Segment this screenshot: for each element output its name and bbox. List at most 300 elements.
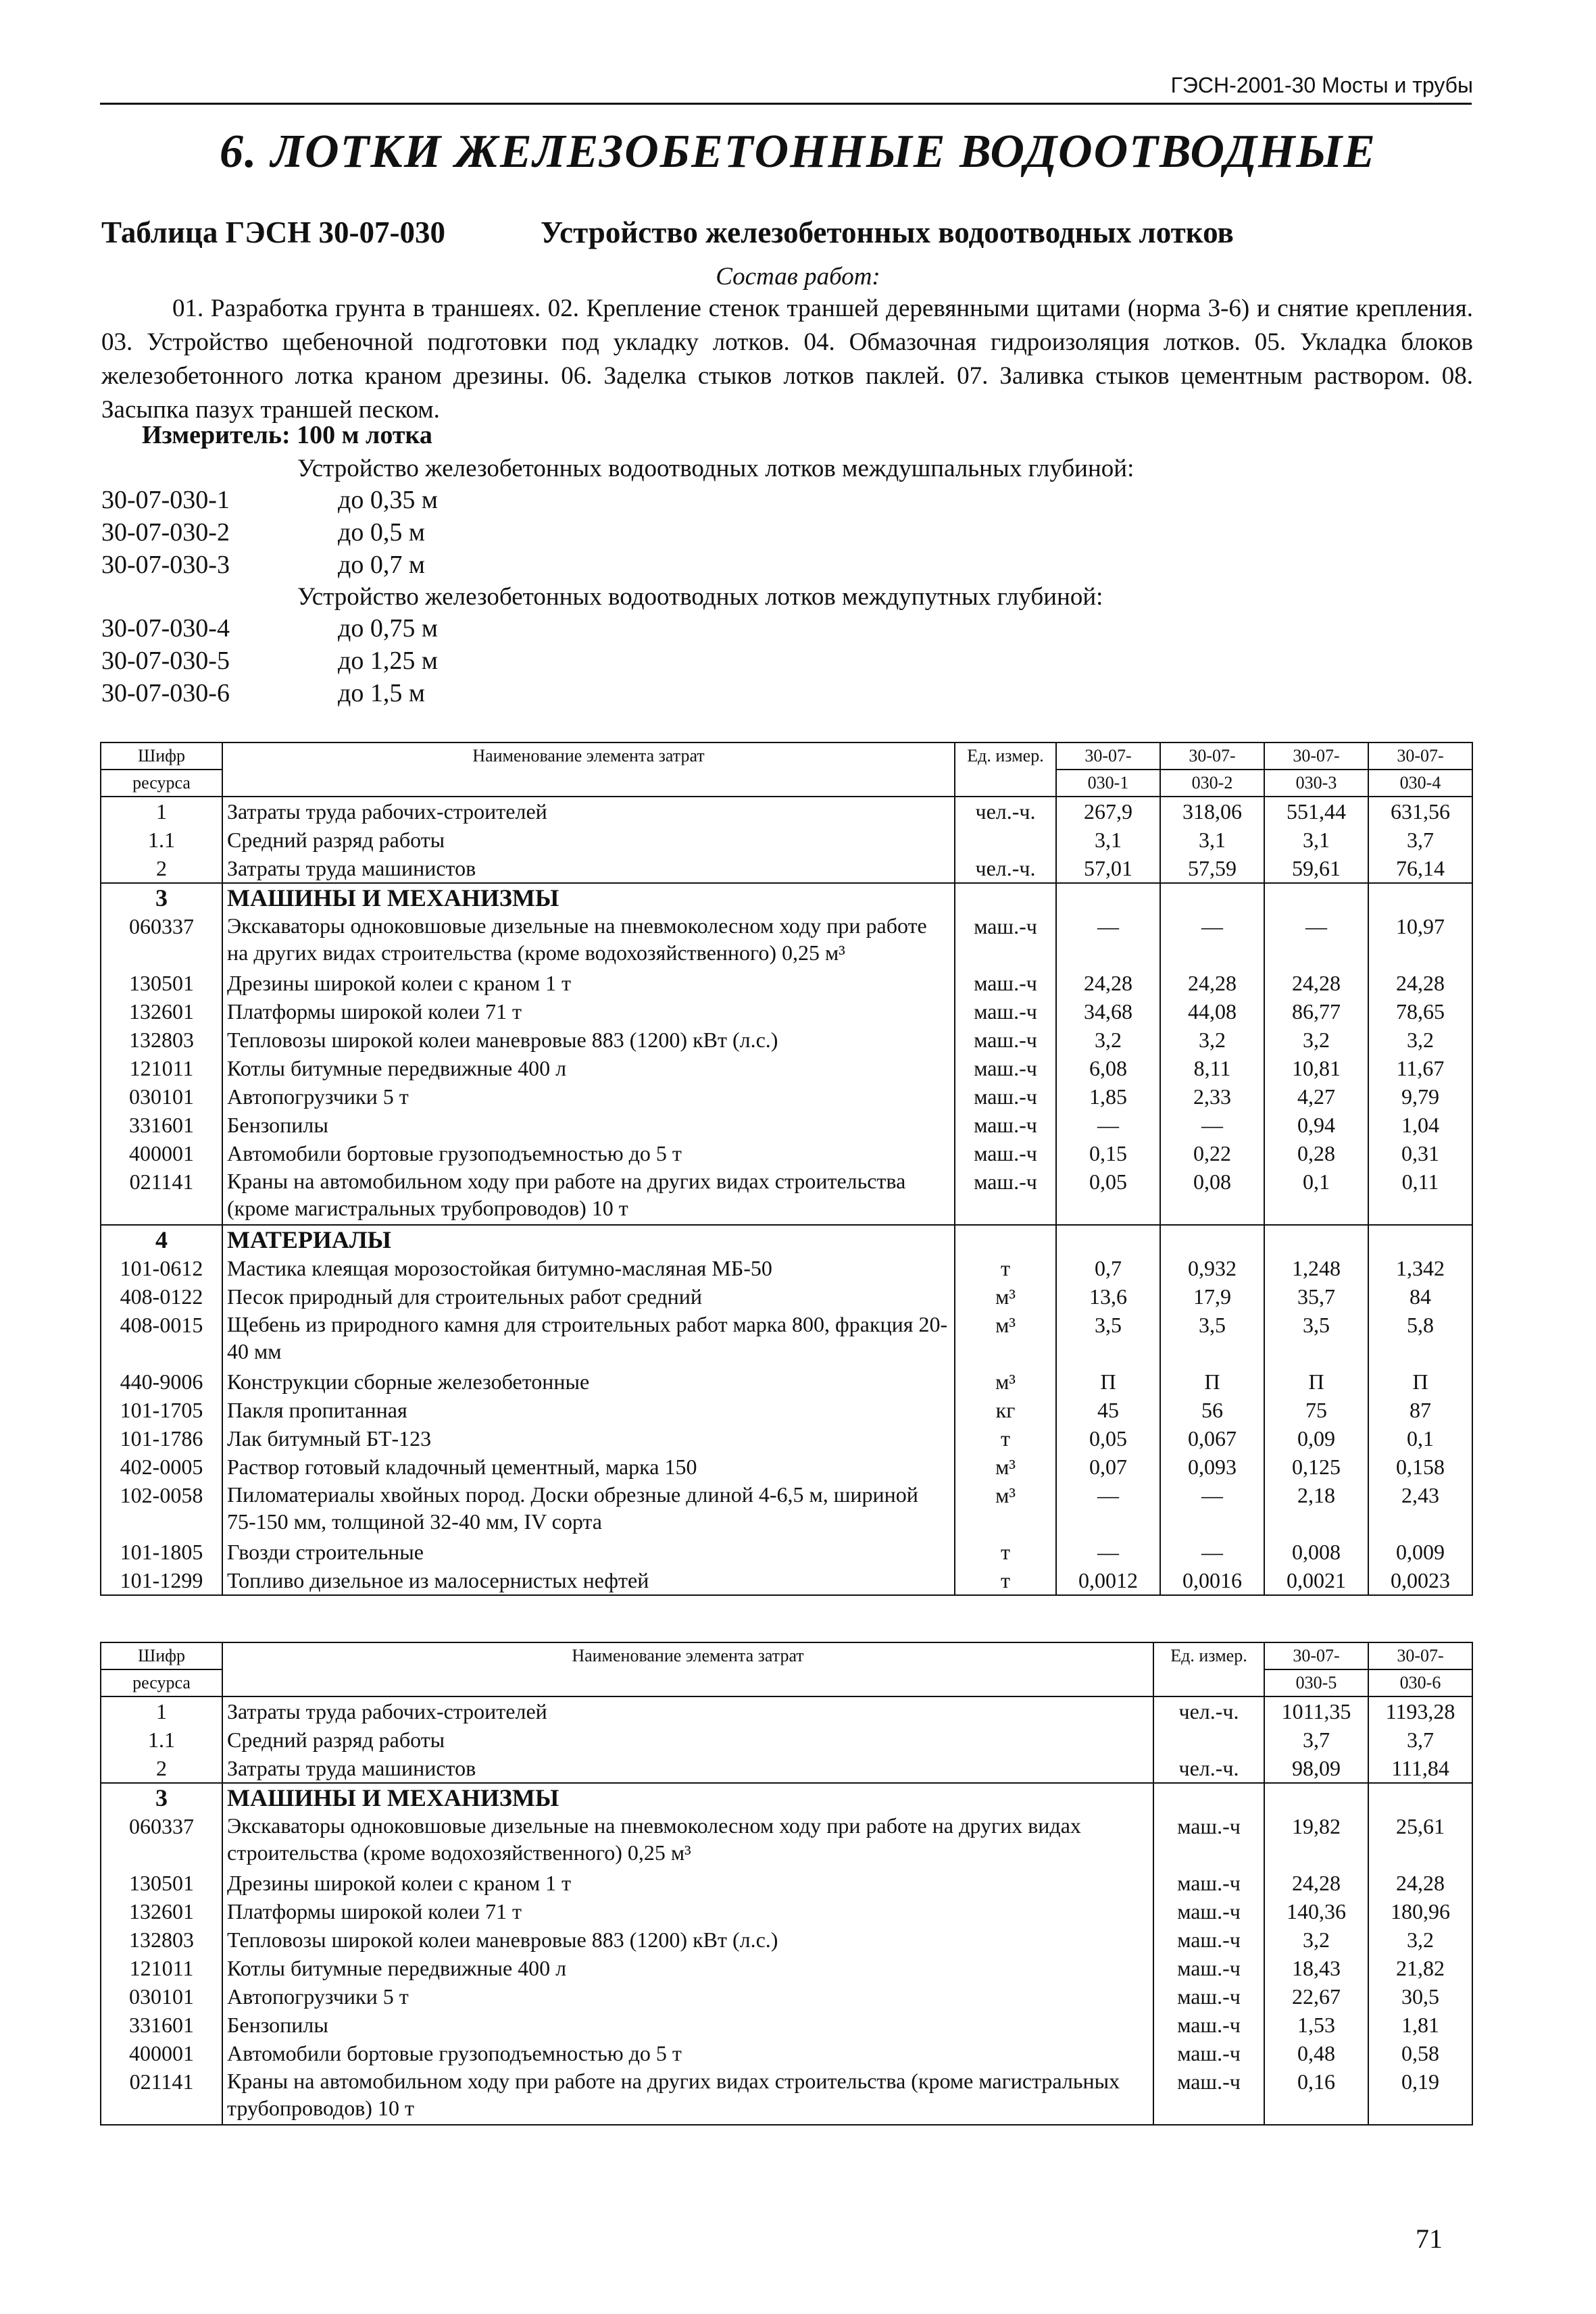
table-row (101, 1897, 1472, 1926)
resource-name: Автопогрузчики 5 т (222, 1982, 1153, 2011)
norm-value: 0,08 (1160, 1167, 1264, 1225)
norm-value: — (1160, 912, 1264, 969)
norm-value: 9,79 (1368, 1082, 1472, 1111)
resource-unit (1153, 1726, 1264, 1754)
header-unit: Ед. измер. (1153, 1642, 1264, 1696)
norm-value: 0,0016 (1160, 1566, 1264, 1595)
norm-value: 0,94 (1264, 1111, 1368, 1139)
resource-name: Щебень из природного камня для строительных работ марка 800, фракция 20-40 мм (222, 1311, 955, 1367)
norm-value: 24,28 (1368, 1869, 1472, 1897)
section-code: 4 (101, 1225, 222, 1254)
norm-value: 0,1 (1368, 1424, 1472, 1453)
norm-value: П (1056, 1367, 1160, 1396)
resource-name: Затраты труда машинистов (222, 854, 955, 883)
norm-group-title-2: Устройство железобетонных водоотводных лотков междупутных глубиной: (297, 583, 1103, 611)
resource-unit: маш.-ч (1153, 1869, 1264, 1897)
norm-range: до 1,25 м (338, 647, 438, 675)
resource-unit: т (955, 1566, 1056, 1595)
header-norm: 030-2 (1160, 770, 1264, 797)
norm-value: 24,28 (1368, 969, 1472, 997)
norm-value: 10,97 (1368, 912, 1472, 969)
resource-name: Раствор готовый кладочный цементный, марка 150 (222, 1453, 955, 1481)
resource-unit: м³ (955, 1282, 1056, 1311)
section-code: 3 (101, 883, 222, 912)
header-code: ресурса (101, 1669, 222, 1696)
norm-code: 30-07-030-1 (101, 486, 230, 514)
page-number: 71 (1416, 2223, 1443, 2254)
norm-value: 13,6 (1056, 1282, 1160, 1311)
header-norm: 30-07- (1160, 743, 1264, 770)
norm-value: 3,2 (1264, 1926, 1368, 1954)
norm-value: 0,158 (1368, 1453, 1472, 1481)
resource-code: 1 (101, 1696, 222, 1726)
resource-code: 060337 (101, 912, 222, 969)
resource-code: 030101 (101, 1982, 222, 2011)
table-row (101, 1424, 1472, 1453)
section-row (101, 1783, 1472, 1812)
norm-value: 267,9 (1056, 797, 1160, 826)
norm-value: 11,67 (1368, 1054, 1472, 1082)
resource-name: Пиломатериалы хвойных пород. Доски обрезные длиной 4-6,5 м, шириной 75-150 мм, толщиной 32-40 мм, IV сорта (222, 1481, 955, 1538)
resource-name: Топливо дизельное из малосернистых нефтей (222, 1566, 955, 1595)
resource-code: 101-0612 (101, 1254, 222, 1282)
resource-code: 021141 (101, 1167, 222, 1225)
resource-unit (955, 826, 1056, 854)
norm-value: 0,0012 (1056, 1566, 1160, 1595)
norm-value: 45 (1056, 1396, 1160, 1424)
header-code: Шифр (101, 743, 222, 770)
section-row (101, 1225, 1472, 1254)
resource-code: 101-1786 (101, 1424, 222, 1453)
resource-unit: м³ (955, 1367, 1056, 1396)
resource-code: 2 (101, 1754, 222, 1783)
norm-value: П (1160, 1367, 1264, 1396)
table-row (101, 2067, 1472, 2125)
header-code: ресурса (101, 770, 222, 797)
norm-value: 3,1 (1264, 826, 1368, 854)
resource-code: 132803 (101, 1926, 222, 1954)
resource-code: 402-0005 (101, 1453, 222, 1481)
resource-name: Платформы широкой колеи 71 т (222, 1897, 1153, 1926)
norm-value: 1,248 (1264, 1254, 1368, 1282)
norm-value: — (1160, 1481, 1264, 1538)
resource-name: Дрезины широкой колеи с краном 1 т (222, 1869, 1153, 1897)
norm-value: 2,18 (1264, 1481, 1368, 1538)
norm-value: 3,7 (1368, 826, 1472, 854)
norm-value: 10,81 (1264, 1054, 1368, 1082)
norm-value: 180,96 (1368, 1897, 1472, 1926)
table-row (101, 1982, 1472, 2011)
header-norm: 030-5 (1264, 1669, 1368, 1696)
table-row (101, 1367, 1472, 1396)
norm-value: 0,22 (1160, 1139, 1264, 1167)
resource-code: 132601 (101, 997, 222, 1026)
table-row (101, 997, 1472, 1026)
norm-value: 3,7 (1264, 1726, 1368, 1754)
resource-code: 400001 (101, 1139, 222, 1167)
norm-value: — (1056, 1111, 1160, 1139)
norm-value: 35,7 (1264, 1282, 1368, 1311)
work-composition-heading: Состав работ: (716, 263, 880, 291)
norm-value: 1193,28 (1368, 1696, 1472, 1726)
table-row (101, 826, 1472, 854)
resource-name: Краны на автомобильном ходу при работе на других видах строительства (кроме магистральных трубопроводов) 10 т (222, 1167, 955, 1225)
resource-code: 408-0122 (101, 1282, 222, 1311)
resource-name: Автомобили бортовые грузоподъемностью до 5 т (222, 1139, 955, 1167)
norm-value: 3,1 (1056, 826, 1160, 854)
norm-value: 3,7 (1368, 1726, 1472, 1754)
table-row (101, 1926, 1472, 1954)
resource-code: 101-1705 (101, 1396, 222, 1424)
resource-unit: маш.-ч (955, 1026, 1056, 1054)
resource-name: Бензопилы (222, 1111, 955, 1139)
norm-value: 3,2 (1368, 1926, 1472, 1954)
norm-value: 44,08 (1160, 997, 1264, 1026)
norm-value: 318,06 (1160, 797, 1264, 826)
norm-value: 1,04 (1368, 1111, 1472, 1139)
resource-name: Конструкции сборные железобетонные (222, 1367, 955, 1396)
norm-value: — (1056, 1538, 1160, 1566)
resource-code: 331601 (101, 2011, 222, 2039)
resource-code: 021141 (101, 2067, 222, 2125)
resource-code: 408-0015 (101, 1311, 222, 1367)
resource-name: Автопогрузчики 5 т (222, 1082, 955, 1111)
norm-value: 18,43 (1264, 1954, 1368, 1982)
table-row (101, 1954, 1472, 1982)
norm-range: до 1,5 м (338, 679, 425, 707)
norm-value: 2,33 (1160, 1082, 1264, 1111)
norm-value: 0,932 (1160, 1254, 1264, 1282)
norm-value: 8,11 (1160, 1054, 1264, 1082)
table-row (101, 1754, 1472, 1783)
table-row (101, 2039, 1472, 2067)
section-row (101, 883, 1472, 912)
resource-name: Затраты труда рабочих-строителей (222, 797, 955, 826)
table-row (101, 1026, 1472, 1054)
norm-value: 3,5 (1056, 1311, 1160, 1367)
chapter-title: 6. ЛОТКИ ЖЕЛЕЗОБЕТОННЫЕ ВОДООТВОДНЫЕ (220, 126, 1376, 178)
norm-value: 59,61 (1264, 854, 1368, 883)
resource-unit: м³ (955, 1311, 1056, 1367)
norm-value: 3,2 (1368, 1026, 1472, 1054)
resource-name: Гвозди строительные (222, 1538, 955, 1566)
table-row (101, 1812, 1472, 1869)
resource-unit: чел.-ч. (955, 797, 1056, 826)
resource-code: 2 (101, 854, 222, 883)
section-code: 3 (101, 1783, 222, 1812)
header-norm: 30-07- (1264, 1642, 1368, 1669)
norm-value: 24,28 (1264, 969, 1368, 997)
norm-value: 0,067 (1160, 1424, 1264, 1453)
resource-table-2 (100, 1642, 1473, 2126)
norm-value: 30,5 (1368, 1982, 1472, 2011)
resource-unit: маш.-ч (955, 1082, 1056, 1111)
section-title: МАТЕРИАЛЫ (222, 1225, 955, 1254)
norm-value: 0,09 (1264, 1424, 1368, 1453)
norm-value: 4,27 (1264, 1082, 1368, 1111)
norm-value: 76,14 (1368, 854, 1472, 883)
table-row (101, 1538, 1472, 1566)
norm-value: 0,15 (1056, 1139, 1160, 1167)
norm-value: 1,85 (1056, 1082, 1160, 1111)
norm-value: 87 (1368, 1396, 1472, 1424)
norm-value: 631,56 (1368, 797, 1472, 826)
norm-value: 0,16 (1264, 2067, 1368, 2125)
resource-name: Тепловозы широкой колеи маневровые 883 (1200) кВт (л.с.) (222, 1926, 1153, 1954)
resource-code: 1 (101, 797, 222, 826)
resource-name: Пакля пропитанная (222, 1396, 955, 1424)
work-composition-text: 01. Разработка грунта в траншеях. 02. Крепление стенок траншей деревянными щитами (норма 3-6) и снятие крепления. 03. Устройство щебеночной подготовки под укладку лотков. 04. Обмазочная гидроизоляция лотков. 05. Укладка блоков железобетонного лотка краном дрезины. 06. Заделка стыков лотков паклей. 07. Заливка стыков цементным раствором. 08. Засыпка пазух траншей песком. (101, 295, 1473, 424)
norm-value: 0,07 (1056, 1453, 1160, 1481)
norm-value: 34,68 (1056, 997, 1160, 1026)
resource-unit: маш.-ч (1153, 2011, 1264, 2039)
resource-code: 101-1805 (101, 1538, 222, 1566)
norm-value: 0,31 (1368, 1139, 1472, 1167)
resource-name: Песок природный для строительных работ средний (222, 1282, 955, 1311)
norm-value: 17,9 (1160, 1282, 1264, 1311)
resource-unit: маш.-ч (955, 1054, 1056, 1082)
resource-unit: маш.-ч (1153, 1926, 1264, 1954)
norm-value: 0,008 (1264, 1538, 1368, 1566)
norm-value: 0,48 (1264, 2039, 1368, 2067)
norm-value: 0,11 (1368, 1167, 1472, 1225)
resource-name: Краны на автомобильном ходу при работе на других видах строительства (кроме магистральных трубопроводов) 10 т (222, 2067, 1153, 2125)
resource-name: Средний разряд работы (222, 1726, 1153, 1754)
resource-name: Платформы широкой колеи 71 т (222, 997, 955, 1026)
table-row (101, 1726, 1472, 1754)
norm-value: 3,5 (1160, 1311, 1264, 1367)
resource-name: Затраты труда рабочих-строителей (222, 1696, 1153, 1726)
resource-name: Бензопилы (222, 2011, 1153, 2039)
table-row (101, 1111, 1472, 1139)
table-row (101, 1167, 1472, 1225)
norm-value: 0,19 (1368, 2067, 1472, 2125)
norm-range: до 0,75 м (338, 614, 438, 643)
norm-value: 3,2 (1160, 1026, 1264, 1054)
resource-code: 132803 (101, 1026, 222, 1054)
header-norm: 030-1 (1056, 770, 1160, 797)
norm-value: 1,342 (1368, 1254, 1472, 1282)
norm-value: 140,36 (1264, 1897, 1368, 1926)
norm-value: 111,84 (1368, 1754, 1472, 1783)
norm-value: 551,44 (1264, 797, 1368, 826)
norm-value: 25,61 (1368, 1812, 1472, 1869)
resource-code: 132601 (101, 1897, 222, 1926)
norm-value: 19,82 (1264, 1812, 1368, 1869)
table-name: Устройство железобетонных водоотводных лотков (541, 216, 1234, 249)
norm-value: 3,2 (1056, 1026, 1160, 1054)
resource-unit: м³ (955, 1453, 1056, 1481)
resource-unit: маш.-ч (955, 1139, 1056, 1167)
resource-name: Тепловозы широкой колеи маневровые 883 (1200) кВт (л.с.) (222, 1026, 955, 1054)
norm-value: 1011,35 (1264, 1696, 1368, 1726)
table-row (101, 1139, 1472, 1167)
norm-value: 75 (1264, 1396, 1368, 1424)
norm-code: 30-07-030-4 (101, 614, 230, 643)
header-unit: Ед. измер. (955, 743, 1056, 797)
resource-name: Средний разряд работы (222, 826, 955, 854)
norm-value: 1,53 (1264, 2011, 1368, 2039)
table-code: Таблица ГЭСН 30-07-030 (101, 216, 445, 249)
resource-table-1 (100, 742, 1473, 1596)
header-name: Наименование элемента затрат (222, 743, 955, 797)
resource-code: 130501 (101, 969, 222, 997)
resource-unit: маш.-ч (955, 1167, 1056, 1225)
norm-range: до 0,5 м (338, 518, 425, 547)
norm-value: 0,093 (1160, 1453, 1264, 1481)
header-norm: 30-07- (1056, 743, 1160, 770)
resource-unit: маш.-ч (1153, 1954, 1264, 1982)
norm-group-title-1: Устройство железобетонных водоотводных лотков междушпальных глубиной: (297, 455, 1134, 482)
norm-value: 6,08 (1056, 1054, 1160, 1082)
resource-name: Экскаваторы одноковшовые дизельные на пневмоколесном ходу при работе на других видах строительства (кроме водохозяйственного) 0,25 м³ (222, 1812, 1153, 1869)
norm-value: 0,1 (1264, 1167, 1368, 1225)
resource-unit: маш.-ч (1153, 2039, 1264, 2067)
resource-code: 030101 (101, 1082, 222, 1111)
norm-value: П (1264, 1367, 1368, 1396)
resource-unit: кг (955, 1396, 1056, 1424)
norm-value: 0,58 (1368, 2039, 1472, 2067)
resource-unit: маш.-ч (1153, 1897, 1264, 1926)
table-row (101, 969, 1472, 997)
resource-unit: маш.-ч (1153, 2067, 1264, 2125)
resource-code: 101-1299 (101, 1566, 222, 1595)
table-row (101, 1481, 1472, 1538)
resource-name: Экскаваторы одноковшовые дизельные на пневмоколесном ходу при работе на других видах строительства (кроме водохозяйственного) 0,25 м³ (222, 912, 955, 969)
resource-name: Лак битумный БТ-123 (222, 1424, 955, 1453)
norm-value: 86,77 (1264, 997, 1368, 1026)
norm-value: 22,67 (1264, 1982, 1368, 2011)
resource-code: 400001 (101, 2039, 222, 2067)
resource-unit: т (955, 1254, 1056, 1282)
resource-name: Мастика клеящая морозостойкая битумно-масляная МБ-50 (222, 1254, 955, 1282)
norm-range: до 0,35 м (338, 486, 438, 514)
norm-value: — (1160, 1111, 1264, 1139)
norm-value: 24,28 (1056, 969, 1160, 997)
resource-code: 130501 (101, 1869, 222, 1897)
norm-value: 0,0023 (1368, 1566, 1472, 1595)
norm-value: 0,05 (1056, 1167, 1160, 1225)
norm-value: — (1056, 912, 1160, 969)
resource-code: 331601 (101, 1111, 222, 1139)
header-norm: 30-07- (1264, 743, 1368, 770)
resource-code: 121011 (101, 1954, 222, 1982)
norm-value: — (1056, 1481, 1160, 1538)
table-row (101, 1311, 1472, 1367)
resource-unit: чел.-ч. (1153, 1696, 1264, 1726)
table-row (101, 912, 1472, 969)
resource-code: 121011 (101, 1054, 222, 1082)
header-rule (100, 103, 1472, 105)
norm-value: 3,2 (1264, 1026, 1368, 1054)
resource-unit: маш.-ч (1153, 1982, 1264, 2011)
table-row (101, 1082, 1472, 1111)
resource-name: Дрезины широкой колеи с краном 1 т (222, 969, 955, 997)
norm-value: 0,0021 (1264, 1566, 1368, 1595)
table-row (101, 2011, 1472, 2039)
norm-code: 30-07-030-6 (101, 679, 230, 707)
norm-value: 0,125 (1264, 1453, 1368, 1481)
resource-code: 1.1 (101, 826, 222, 854)
norm-value: П (1368, 1367, 1472, 1396)
norm-value: 3,1 (1160, 826, 1264, 854)
norm-code: 30-07-030-2 (101, 518, 230, 547)
resource-name: Котлы битумные передвижные 400 л (222, 1954, 1153, 1982)
resource-unit: маш.-ч (955, 1111, 1056, 1139)
norm-code: 30-07-030-5 (101, 647, 230, 675)
resource-code: 440-9006 (101, 1367, 222, 1396)
resource-unit: т (955, 1424, 1056, 1453)
norm-range: до 0,7 м (338, 551, 425, 579)
norm-value: 5,8 (1368, 1311, 1472, 1367)
section-title: МАШИНЫ И МЕХАНИЗМЫ (222, 883, 955, 912)
resource-name: Автомобили бортовые грузоподъемностью до 5 т (222, 2039, 1153, 2067)
header-norm: 30-07- (1368, 743, 1472, 770)
table-row (101, 1282, 1472, 1311)
resource-unit: маш.-ч (955, 912, 1056, 969)
table-row (101, 1869, 1472, 1897)
resource-unit: маш.-ч (955, 997, 1056, 1026)
norm-value: 2,43 (1368, 1481, 1472, 1538)
header-name: Наименование элемента затрат (222, 1642, 1153, 1696)
norm-value: 0,05 (1056, 1424, 1160, 1453)
norm-code: 30-07-030-3 (101, 551, 230, 579)
table-row (101, 797, 1472, 826)
norm-value: 84 (1368, 1282, 1472, 1311)
header-norm: 030-4 (1368, 770, 1472, 797)
norm-value: 57,59 (1160, 854, 1264, 883)
norm-value: — (1160, 1538, 1264, 1566)
norm-value: 78,65 (1368, 997, 1472, 1026)
header-norm: 30-07- (1368, 1642, 1472, 1669)
norm-value: 1,81 (1368, 2011, 1472, 2039)
resource-unit: т (955, 1538, 1056, 1566)
norm-value: 24,28 (1160, 969, 1264, 997)
table-row (101, 1696, 1472, 1726)
table-row (101, 1254, 1472, 1282)
norm-value: 0,7 (1056, 1254, 1160, 1282)
norm-value: 0,009 (1368, 1538, 1472, 1566)
resource-unit: м³ (955, 1481, 1056, 1538)
table-row (101, 1054, 1472, 1082)
table-row (101, 854, 1472, 883)
header-norm: 030-6 (1368, 1669, 1472, 1696)
resource-code: 102-0058 (101, 1481, 222, 1538)
header-norm: 030-3 (1264, 770, 1368, 797)
meter-label: Измеритель: 100 м лотка (142, 421, 432, 449)
header-code: Шифр (101, 1642, 222, 1669)
norm-value: 57,01 (1056, 854, 1160, 883)
table-row (101, 1396, 1472, 1424)
resource-code: 1.1 (101, 1726, 222, 1754)
resource-unit: маш.-ч (955, 969, 1056, 997)
resource-unit: маш.-ч (1153, 1812, 1264, 1869)
norm-value: 98,09 (1264, 1754, 1368, 1783)
norm-value: 56 (1160, 1396, 1264, 1424)
running-header: ГЭСН-2001-30 Мосты и трубы (1170, 73, 1473, 97)
resource-unit: чел.-ч. (955, 854, 1056, 883)
resource-code: 060337 (101, 1812, 222, 1869)
resource-name: Котлы битумные передвижные 400 л (222, 1054, 955, 1082)
norm-value: — (1264, 912, 1368, 969)
resource-name: Затраты труда машинистов (222, 1754, 1153, 1783)
norm-value: 3,5 (1264, 1311, 1368, 1367)
norm-value: 24,28 (1264, 1869, 1368, 1897)
section-title: МАШИНЫ И МЕХАНИЗМЫ (222, 1783, 1153, 1812)
resource-unit: чел.-ч. (1153, 1754, 1264, 1783)
norm-value: 21,82 (1368, 1954, 1472, 1982)
table-row (101, 1453, 1472, 1481)
